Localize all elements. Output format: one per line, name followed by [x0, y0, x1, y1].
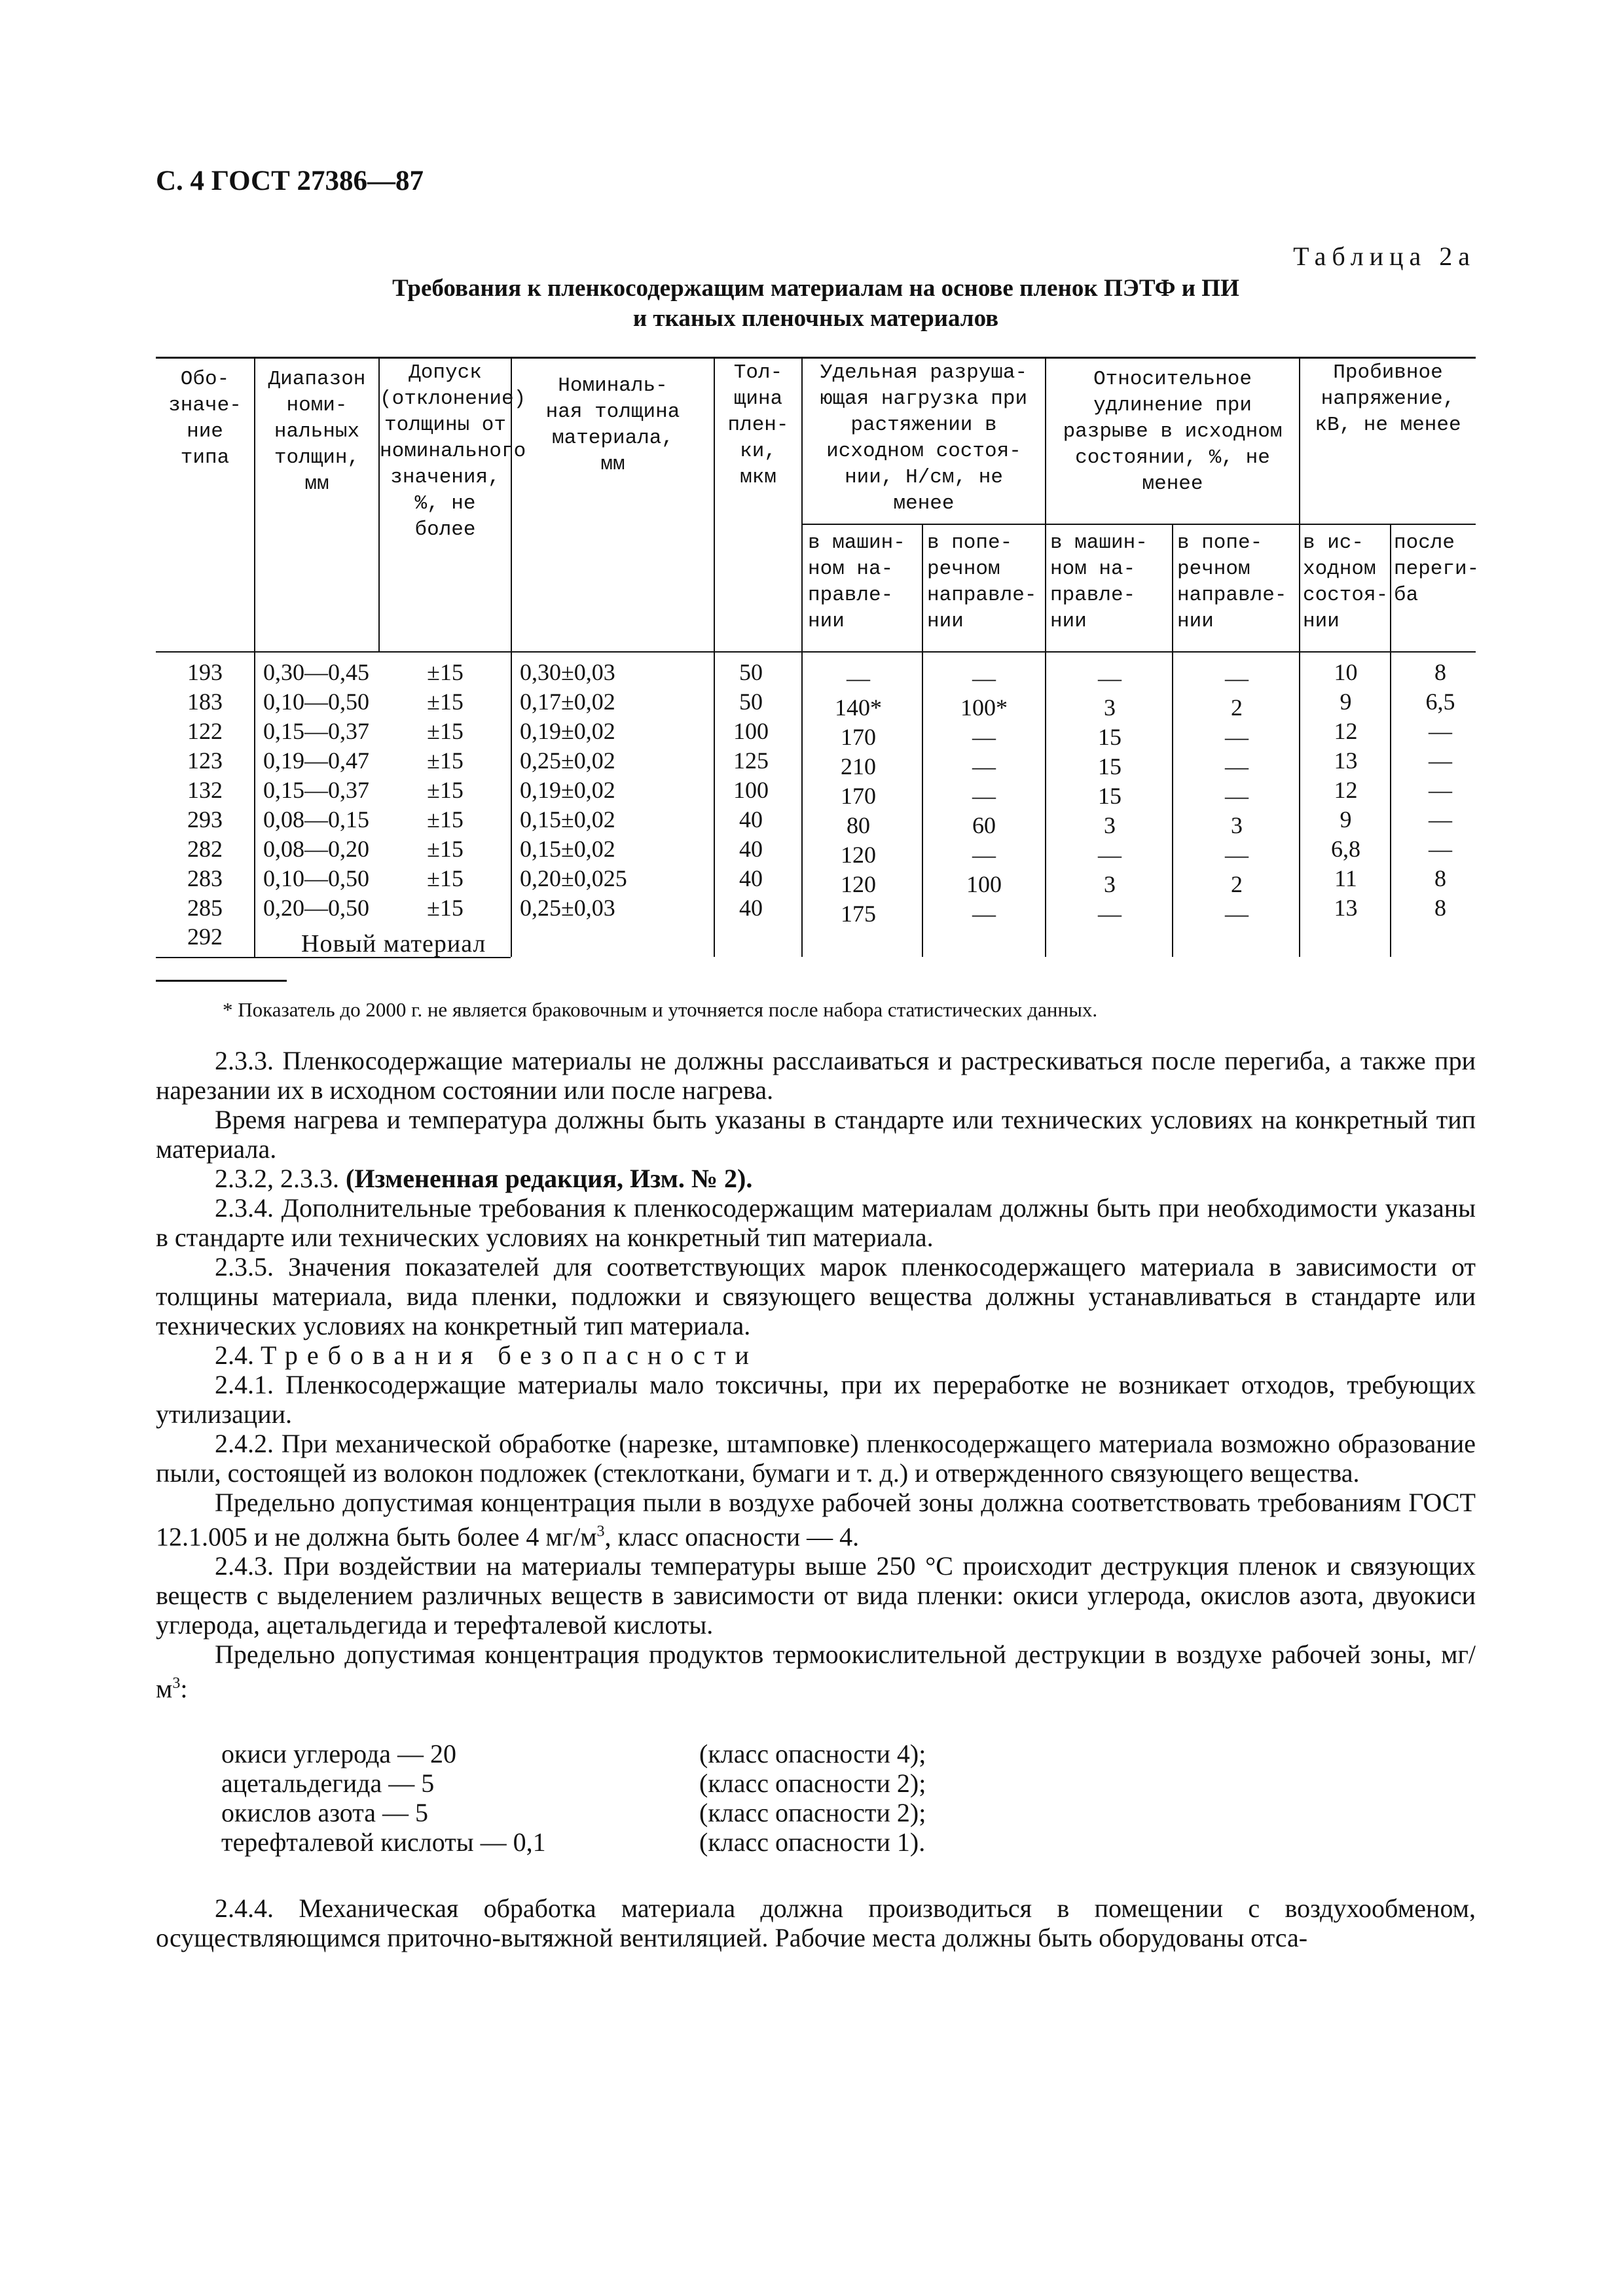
- limit-class: (класс опасности 2);: [699, 1768, 926, 1798]
- table-cell: 140*: [835, 694, 882, 721]
- row-292-type: 292: [187, 924, 223, 950]
- table-rule-sub: [801, 524, 1476, 525]
- page-header: С. 4 ГОСТ 27386—87: [156, 166, 424, 196]
- text: :: [180, 1674, 188, 1704]
- amendment-note: (Измененная редакция, Изм. № 2).: [346, 1164, 753, 1193]
- table-cell: 0,08—0,15: [263, 806, 369, 833]
- table-cell: —: [972, 783, 996, 809]
- text: , класс опасности — 4.: [604, 1522, 860, 1552]
- table-cell: 0,20—0,50: [263, 895, 369, 921]
- table-cell: 0,10—0,50: [263, 865, 369, 891]
- text: Предельно допустимая концентрация пыли в воздухе рабочей зоны должна соответствовать требованиям ГОСТ 12.1.005 и не должна быть более 4 мг/м: [156, 1488, 1476, 1552]
- table-cell: 183: [187, 689, 223, 715]
- table-cell: 100: [733, 718, 769, 744]
- table-cell: —: [847, 665, 870, 691]
- col-elong-md: [1046, 664, 1173, 929]
- table-cell: 12: [1334, 718, 1358, 744]
- table-cell: 3: [1104, 871, 1116, 897]
- table-cell: 0,15—0,37: [263, 718, 369, 744]
- table-cell: ±15: [427, 689, 464, 715]
- table-cell: ±15: [427, 659, 464, 685]
- table-cell: —: [1429, 718, 1452, 744]
- table-cell: 50: [739, 659, 763, 685]
- table-cell: 0,15±0,02: [520, 806, 615, 833]
- table-cell: 3: [1104, 812, 1116, 838]
- table-cell: 125: [733, 747, 769, 774]
- paragraph: 2.3.4. Дополнительные требования к пленкосодержащим материалам должны быть при необходимости указаны в стандарте или технических условиях на конкретный тип материала.: [156, 1193, 1476, 1252]
- table-cell: 0,19±0,02: [520, 718, 615, 744]
- limit-class: (класс опасности 2);: [699, 1797, 926, 1827]
- table-cell: 210: [841, 753, 876, 780]
- paragraph: 2.4.1. Пленкосодержащие материалы мало токсичны, при их переработке не возникает отходов, требующих утилизации.: [156, 1370, 1476, 1429]
- table-cell: 293: [187, 806, 223, 833]
- table-cell: 0,25±0,02: [520, 747, 615, 774]
- row-292-note: Новый материал: [301, 930, 486, 958]
- section-heading: [156, 1340, 1476, 1370]
- paragraph: Время нагрева и температура должны быть указаны в стандарте или технических условиях на конкретный тип материала.: [156, 1105, 1476, 1164]
- header-voltage: Пробивное напряжение, кВ, не менее: [1315, 361, 1461, 437]
- table-cell: —: [1098, 901, 1122, 927]
- limit-substance: терефталевой кислоты — 0,1: [221, 1827, 546, 1857]
- limit-substance: окиси углерода — 20: [221, 1738, 457, 1768]
- table-cell: 283: [187, 865, 223, 891]
- table-cell: 0,30—0,45: [263, 659, 369, 685]
- col-nominal: [512, 658, 714, 923]
- table-cell: 12: [1334, 777, 1358, 803]
- header-nominal: Номиналь- ная толщина материала, мм: [545, 374, 680, 476]
- table-cell: 0,30±0,03: [520, 659, 615, 685]
- table-cell: —: [1225, 842, 1249, 868]
- table-cell: 0,20±0,025: [520, 865, 627, 891]
- table-cell: 120: [841, 871, 876, 897]
- table-cell: 60: [972, 812, 996, 838]
- table-cell: 6,5: [1425, 689, 1455, 715]
- table-cell: 15: [1098, 724, 1122, 750]
- paragraph: 2.4.2. При механической обработке (нарезке, штамповке) пленкосодержащего материала возможно образование пыли, состоящей из волокон подложек (стеклоткани, бумаги и т. д.) и отвержденного связующего вещества.: [156, 1429, 1476, 1488]
- table-cell: —: [1225, 665, 1249, 691]
- col-tolerance: [380, 658, 511, 923]
- table-cell: —: [1225, 783, 1249, 809]
- col-load-td: [923, 664, 1045, 929]
- table-cell: 8: [1434, 865, 1446, 891]
- table-title-line: Требования к пленкосодержащим материалам на основе пленок ПЭТФ и ПИ: [392, 275, 1239, 302]
- table-cell: 170: [841, 724, 876, 750]
- col-load-md: [803, 664, 914, 929]
- header-voltage-bend: после переги- ба: [1394, 531, 1480, 607]
- table-title-line: и тканых пленочных материалов: [632, 305, 999, 332]
- table-cell: —: [1225, 724, 1249, 750]
- limit-class: (класс опасности 1).: [699, 1827, 926, 1857]
- header-film: Тол- щина плен- ки, мкм: [727, 361, 789, 489]
- footnote: * Показатель до 2000 г. не является браковочным и уточняется после набора статистических данных.: [223, 998, 1098, 1021]
- table-cell: —: [1225, 901, 1249, 927]
- table-cell: 120: [841, 842, 876, 868]
- section-number: 2.4.: [215, 1340, 261, 1370]
- table-cell: 9: [1340, 806, 1352, 833]
- table-cell: 8: [1434, 659, 1446, 685]
- table-cell: 0,15±0,02: [520, 836, 615, 862]
- table-rule-top: [156, 357, 1476, 359]
- limits-list: [221, 1739, 1476, 1857]
- table-cell: 2: [1231, 694, 1243, 721]
- header-elong-md: в машин- ном на- правле- нии: [1050, 531, 1148, 633]
- table-label: Таблица 2а: [1293, 242, 1476, 271]
- superscript: 3: [172, 1675, 181, 1693]
- paragraph: [156, 1488, 1476, 1551]
- clause-ref: 2.3.2, 2.3.3.: [215, 1164, 346, 1193]
- table-cell: —: [1225, 753, 1249, 780]
- table-cell: —: [972, 665, 996, 691]
- table-cell: 0,15—0,37: [263, 777, 369, 803]
- table-cell: 2: [1231, 871, 1243, 897]
- table-cell: 170: [841, 783, 876, 809]
- table-cell: 40: [739, 806, 763, 833]
- header-load-md: в машин- ном на- правле- нии: [808, 531, 905, 633]
- col-type: [156, 658, 254, 923]
- footnote-rule: [156, 980, 287, 982]
- table-cell: 40: [739, 836, 763, 862]
- paragraph: [156, 1640, 1476, 1703]
- table-cell: 122: [187, 718, 223, 744]
- table-cell: 13: [1334, 895, 1358, 921]
- table-rule-header: [156, 651, 1476, 653]
- paragraph: 2.3.5. Значения показателей для соответствующих марок пленкосодержащего материала в зависимости от толщины материала, вида пленки, подложки и связующего вещества должны устанавливаться в стандарте или технических условиях на конкретный тип материала.: [156, 1252, 1476, 1340]
- table-cell: ±15: [427, 806, 464, 833]
- table-cell: 9: [1340, 689, 1352, 715]
- table-title: [156, 274, 1476, 334]
- header-voltage-initial: в ис- ходном состоя- нии: [1303, 531, 1389, 633]
- table-cell: 13: [1334, 747, 1358, 774]
- table-cell: 8: [1434, 895, 1446, 921]
- table-cell: 11: [1334, 865, 1357, 891]
- table-cell: ±15: [427, 865, 464, 891]
- paragraph: [156, 1164, 1476, 1193]
- section-title: Требования безопасности: [261, 1340, 758, 1370]
- header-elongation: Относительное удлинение при разрыве в исходном состоянии, %, не менее: [1063, 368, 1283, 495]
- table-cell: 50: [739, 689, 763, 715]
- limit-substance: окислов азота — 5: [221, 1797, 428, 1827]
- table-cell: 0,17±0,02: [520, 689, 615, 715]
- table-cell: 15: [1098, 783, 1122, 809]
- table-cell: 285: [187, 895, 223, 921]
- table-cell: 15: [1098, 753, 1122, 780]
- table-cell: 132: [187, 777, 223, 803]
- table-cell: ±15: [427, 895, 464, 921]
- header-range: Диапазон номи- нальных толщин, мм: [268, 368, 366, 495]
- paragraph: 2.4.4. Механическая обработка материала должна производиться в помещении с воздухообменом, осуществляющимся приточно-вытяжной вентиляцией. Рабочие места должны быть оборудованы отса-: [156, 1893, 1476, 1952]
- limit-class: (класс опасности 4);: [699, 1738, 926, 1768]
- table-cell: 10: [1334, 659, 1358, 685]
- col-elong-td: [1173, 664, 1300, 929]
- table-cell: 3: [1231, 812, 1243, 838]
- table-cell: —: [972, 753, 996, 780]
- table-cell: 80: [847, 812, 870, 838]
- table-cell: ±15: [427, 777, 464, 803]
- limit-substance: ацетальдегида — 5: [221, 1768, 435, 1798]
- table-cell: ±15: [427, 836, 464, 862]
- table-cell: 282: [187, 836, 223, 862]
- superscript: 3: [596, 1523, 605, 1540]
- table-cell: 0,19±0,02: [520, 777, 615, 803]
- table-cell: 0,10—0,50: [263, 689, 369, 715]
- table-cell: 0,08—0,20: [263, 836, 369, 862]
- table-cell: 193: [187, 659, 223, 685]
- table-cell: —: [1098, 842, 1122, 868]
- text: Предельно допустимая концентрация продуктов термоокислительной деструкции в воздухе рабочей зоны, мг/м: [156, 1640, 1476, 1704]
- col-voltage-bend: [1391, 658, 1489, 923]
- header-load-td: в попе- речном направле- нии: [927, 531, 1037, 633]
- table-cell: ±15: [427, 747, 464, 774]
- header-tolerance: Допуск (отклонение) толщины от номинального значения, %, не более: [380, 361, 526, 541]
- table-cell: 0,25±0,03: [520, 895, 615, 921]
- body-text: [156, 1046, 1476, 1952]
- paragraph: 2.4.3. При воздействии на материалы температуры выше 250 °С происходит деструкция пленок и связующих веществ с выделением различных веществ в зависимости от вида пленки: окиси углерода, окислов азота, двуокиси углерода, ацетальдегида и терефталевой кислоты.: [156, 1551, 1476, 1640]
- table-cell: —: [1429, 806, 1452, 833]
- table-cell: 0,19—0,47: [263, 747, 369, 774]
- table-cell: —: [1429, 836, 1452, 862]
- col-range: [255, 658, 378, 923]
- table-cell: 3: [1104, 694, 1116, 721]
- table-cell: 6,8: [1331, 836, 1360, 862]
- table-cell: 123: [187, 747, 223, 774]
- table-cell: —: [1429, 777, 1452, 803]
- table-cell: 100*: [960, 694, 1008, 721]
- header-load: Удельная разруша- ющая нагрузка при растяжении в исходном состоя- нии, Н/см, не менее: [820, 361, 1028, 515]
- col-film: [715, 658, 787, 923]
- table-cell: 40: [739, 895, 763, 921]
- table-cell: 100: [966, 871, 1002, 897]
- col-voltage-initial: [1300, 658, 1391, 923]
- table-cell: —: [1429, 747, 1452, 774]
- table-cell: —: [1098, 665, 1122, 691]
- header-type: Обо- значе- ние типа: [168, 368, 242, 469]
- table-cell: 40: [739, 865, 763, 891]
- paragraph: 2.3.3. Пленкосодержащие материалы не должны расслаиваться и растрескиваться после перегиба, а также при нарезании их в исходном состоянии или после нагрева.: [156, 1046, 1476, 1105]
- table-cell: ±15: [427, 718, 464, 744]
- table-cell: 175: [841, 901, 876, 927]
- table-cell: —: [972, 901, 996, 927]
- header-elong-td: в попе- речном направле- нии: [1177, 531, 1287, 633]
- table-cell: 100: [733, 777, 769, 803]
- table-cell: —: [972, 842, 996, 868]
- table-cell: —: [972, 724, 996, 750]
